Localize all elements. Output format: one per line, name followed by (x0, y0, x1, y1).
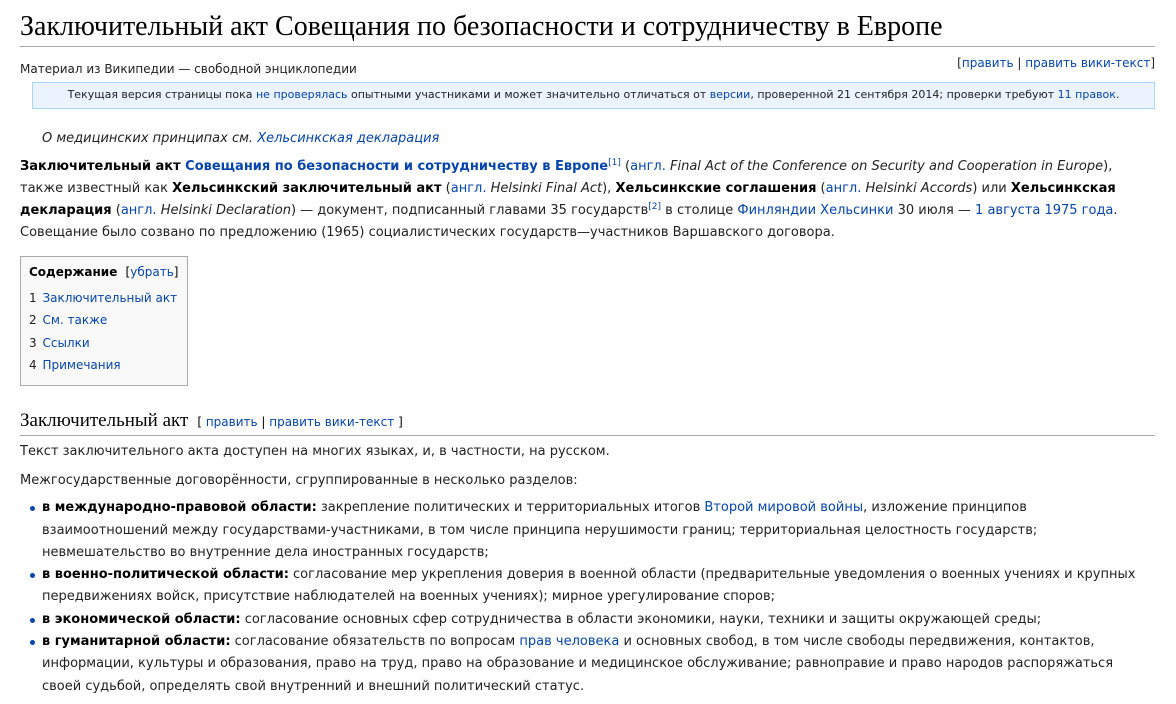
list-item (42, 609, 1155, 631)
bold-term: Хельсинкский заключительный акт (172, 180, 442, 196)
list-item (42, 497, 1155, 564)
list-item-text: закрепление политических и территориальных итогов (316, 500, 705, 516)
english-link[interactable]: англ. (630, 158, 666, 174)
lead-text: ( (620, 158, 631, 174)
bracket-close: ] (1150, 55, 1155, 70)
hatnote-text: О медицинских принципах см. (42, 130, 258, 146)
toc-list (29, 287, 187, 377)
list-item-text: согласование основных сфер сотрудничества в области экономики, науки, техники и защиты окружающей среды; (240, 611, 1042, 627)
english-link[interactable]: англ. (825, 180, 862, 196)
list-item-text: и основных свобод, в том числе свободы передвижения, контактов, информации, культуры и образования, право на труд, право на образование и медицинское обслуживание; равноправие и право народов распоряжаться своей судьбой, определять свой внутренний и внешний политический статус. (42, 634, 1114, 694)
toc-number: 1 (29, 290, 37, 305)
toc-item[interactable] (29, 354, 187, 377)
list-item-heading: в экономической области: (42, 611, 241, 627)
version-link[interactable]: версии (709, 87, 751, 101)
toc-number: 2 (29, 313, 37, 328)
toc-title-row (29, 265, 187, 279)
bracket-close: ] (173, 264, 179, 279)
table-of-contents (20, 256, 188, 386)
list-item (42, 631, 1155, 698)
toc-item[interactable] (29, 309, 187, 332)
august-1-link[interactable]: 1 августа (975, 202, 1041, 218)
english-name: Helsinki Final Act (486, 180, 603, 196)
section-heading (20, 409, 1155, 437)
edit-link[interactable]: править (961, 55, 1014, 70)
year-1975-link[interactable]: 1975 года (1044, 202, 1114, 218)
human-rights-link[interactable]: прав человека (519, 634, 620, 650)
toc-hide-link[interactable]: убрать (130, 264, 174, 279)
not-checked-link[interactable]: не проверялась (255, 87, 348, 101)
bracket-open: [ (125, 264, 131, 279)
english-link[interactable]: англ. (450, 180, 487, 196)
english-name: Final Act of the Conference on Security and Cooperation in Europe (665, 158, 1104, 174)
list-item-text: согласование обязательств по вопросам (230, 634, 520, 650)
lead-text: ( (816, 180, 826, 196)
toc-item[interactable] (29, 332, 187, 355)
pending-edits-link[interactable]: 11 правок (1057, 87, 1116, 101)
toc-toggle (126, 265, 179, 279)
bullet-icon (30, 618, 35, 623)
toc-label[interactable]: См. также (42, 313, 108, 328)
list-item-heading: в гуманитарной области: (42, 634, 231, 650)
bullet-icon (30, 640, 35, 645)
edit-wikitext-link[interactable]: править вики-текст (1025, 55, 1151, 70)
separator: | (257, 414, 270, 429)
bullet-icon (30, 506, 35, 511)
bold-term: Заключительный акт (20, 158, 186, 174)
lead-text: в столице (661, 202, 738, 218)
notice-text: опытными участниками и может значительно отличаться от (347, 87, 710, 101)
english-link[interactable]: англ. (120, 202, 157, 218)
finland-link[interactable]: Финляндии (737, 202, 817, 218)
section-edit-links (197, 415, 402, 429)
bracket-open: [ (957, 55, 962, 70)
section-edit-wikitext-link[interactable]: править вики-текст (269, 414, 395, 429)
notice-text: , проверенной 21 сентября 2014; проверки требуют (750, 87, 1058, 101)
helsinki-link[interactable]: Хельсинки (820, 202, 894, 218)
ww2-link[interactable]: Второй мировой войны (704, 500, 864, 516)
lead-text: ) — документ, подписанный главами 35 государств (290, 202, 649, 218)
bracket-open: [ (197, 414, 206, 429)
agreements-list (20, 497, 1155, 698)
english-name: Helsinki Accords (861, 180, 973, 196)
section-title: Заключительный акт (20, 409, 189, 431)
separator: | (1013, 55, 1026, 70)
section-paragraph: Текст заключительного акта доступен на многих языках, и, в частности, на русском. (20, 444, 610, 460)
toc-number: 3 (29, 335, 37, 350)
lead-paragraph (20, 156, 1155, 244)
toc-item[interactable] (29, 287, 187, 310)
lead-text: ( (441, 180, 451, 196)
site-subtitle (20, 55, 1155, 76)
site-subtitle-text: Материал из Википедии — свободной энциклопедии (20, 61, 357, 76)
list-item (42, 564, 1155, 609)
list-item-heading: в международно-правовой области: (42, 500, 317, 516)
list-item-text: , изложение принципов взаимоотношений между государствами-участниками, в том числе принципа нерушимости границ; территориальная целостность государств; невмешательство во внутренние дела иностранных государств; (42, 500, 1038, 560)
toc-label[interactable]: Ссылки (42, 335, 90, 350)
notice-text: . (1115, 87, 1120, 101)
english-name: Helsinki Declaration (156, 202, 291, 218)
page-edit-links (957, 56, 1155, 70)
csce-link[interactable]: Совещания по безопасности и сотрудничеству в Европе (185, 158, 609, 174)
toc-label[interactable]: Примечания (42, 358, 121, 373)
page-title: Заключительный акт Совещания по безопасности и сотрудничеству в Европе (20, 0, 1155, 47)
lead-text: ), (602, 180, 616, 196)
helsinki-declaration-link[interactable]: Хельсинкская декларация (257, 130, 440, 146)
notice-text: Текущая версия страницы пока (67, 87, 256, 101)
toc-title: Содержание (29, 264, 118, 279)
bold-term: Хельсинкская декларация (20, 180, 1116, 218)
lead-text: ), также известный как (20, 158, 1113, 196)
bullet-icon (30, 573, 35, 578)
lead-text: ) или (972, 180, 1011, 196)
bracket-close: ] (394, 414, 403, 429)
list-item-text: согласование мер укрепления доверия в военной области (предварительные уведомления о военных учениях и крупных передвижениях войск, присутствие наблюдателей на военных учениях); мирное урегулирование споров; (42, 567, 1136, 605)
bold-term: Хельсинкские соглашения (615, 180, 817, 196)
hatnote (42, 131, 1155, 146)
toc-number: 4 (29, 358, 37, 373)
section-edit-link[interactable]: править (205, 414, 258, 429)
lead-text: . Совещание было созвано по предложению (1965) социалистических государств—участников Варшавского договора. (20, 202, 1118, 240)
flagged-revision-notice (32, 82, 1155, 109)
reference-2[interactable]: [2] (648, 201, 662, 212)
lead-text: 30 июля — (893, 202, 976, 218)
toc-label[interactable]: Заключительный акт (42, 290, 178, 305)
reference-1[interactable]: [1] (608, 157, 621, 168)
section-paragraph: Межгосударственные договорённости, сгруппированные в несколько разделов: (20, 473, 578, 489)
lead-text: ( (111, 202, 121, 218)
article (20, 0, 1155, 698)
list-item-heading: в военно-политической области: (42, 567, 289, 583)
